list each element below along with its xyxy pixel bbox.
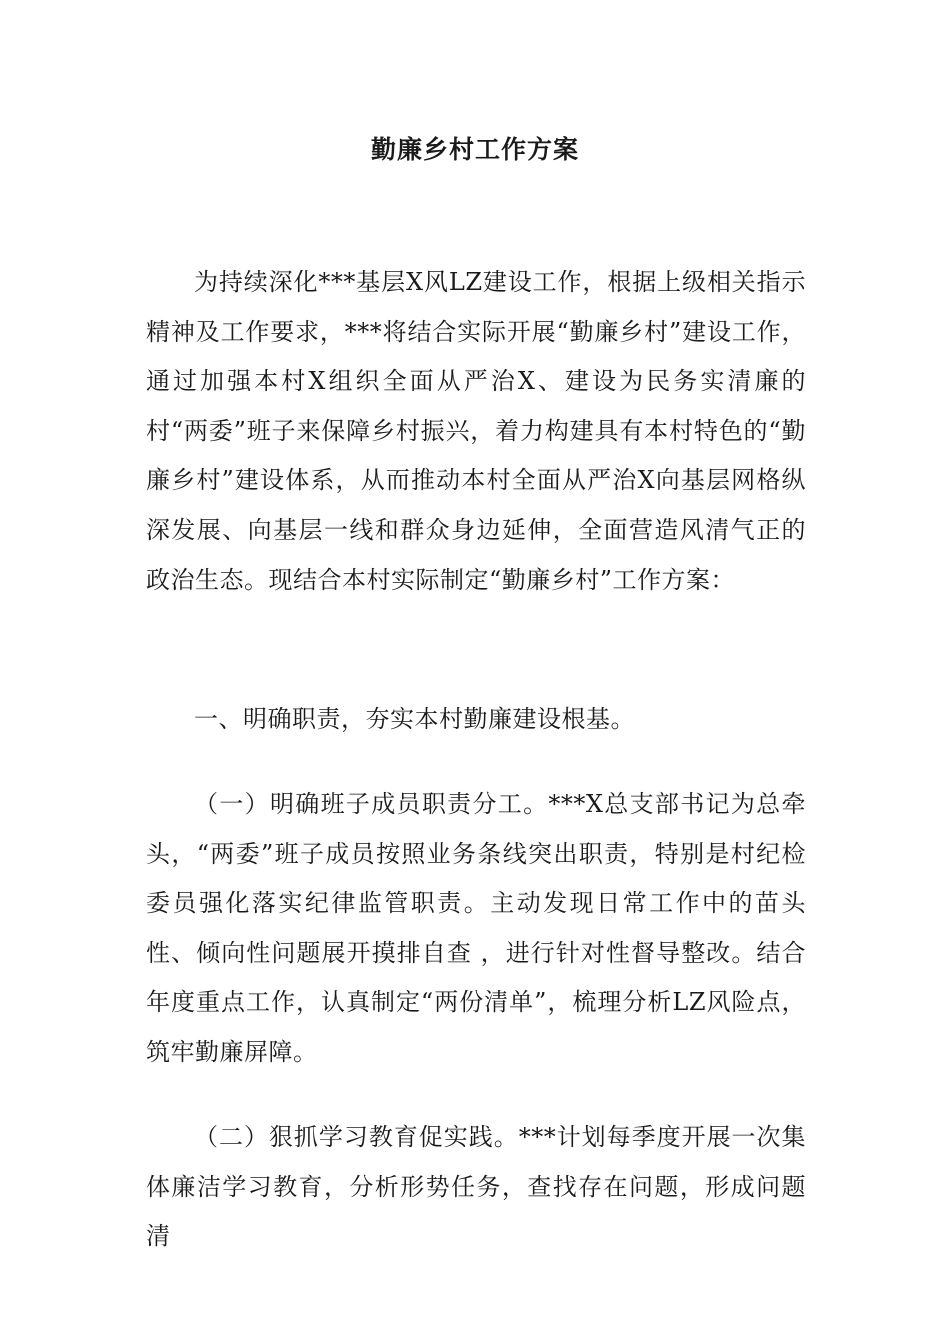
intro-paragraph: 为持续深化***基层X风LZ建设工作，根据上级相关指示精神及工作要求，***将结合实际开展“勤廉乡村”建设工作，通过加强本村X组织全面从严治X、建设为民务实清廉的村“两委”班子来保障乡村振兴，着力构建具有本村特色的“勤廉乡村”建设体系，从而推动本村全面从严治X向基层网格纵深发展、向基层一线和群众身边延伸，全面营造风清气正的政治生态。现结合本村实际制定“勤廉乡村”工作方案：	[146, 268, 806, 594]
section-item-paragraph: （一）明确班子成员职责分工。***X总支部书记为总牵头，“两委”班子成员按照业务条线突出职责，特别是村纪检委员强化落实纪律监管职责。主动发现日常工作中的苗头性、倾向性问题展开摸排自查 ，进行针对性督导整改。结合年度重点工作，认真制定“两份清单”，梳理分析LZ风险点，筑牢勤廉屏障。	[146, 790, 806, 1066]
document-title: 勤廉乡村工作方案	[370, 135, 579, 164]
section-item-paragraph: （二）狠抓学习教育促实践。***计划每季度开展一次集体廉洁学习教育，分析形势任务，查找存在问题，形成问题清	[146, 1123, 806, 1251]
section-heading: 一、明确职责，夯实本村勤廉建设根基。	[194, 705, 635, 733]
